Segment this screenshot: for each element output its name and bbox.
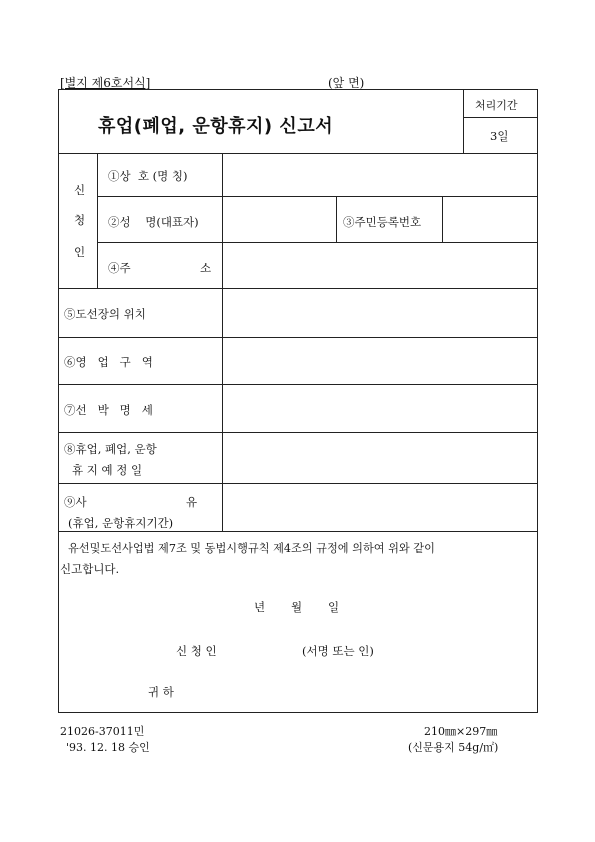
divider: [58, 483, 538, 484]
date-day-label: 일: [328, 600, 340, 614]
business-area-label: ⑥영 업 구 역: [64, 355, 153, 369]
form-code: 21026-37011민: [60, 725, 145, 738]
divider: [58, 384, 538, 385]
divider: [58, 432, 538, 433]
applicant-label-char: 인: [74, 245, 86, 259]
applicant-signature-label: 신 청 인: [176, 644, 217, 658]
representative-name-label: ②성 명(대표자): [108, 215, 199, 229]
address-label: ④주: [108, 261, 131, 275]
divider: [58, 288, 538, 289]
vessel-details-field[interactable]: [224, 386, 536, 430]
addressee-label: 귀 하: [148, 685, 174, 699]
reason-label-end: 유: [186, 495, 198, 509]
reason-label: ⑨사: [64, 495, 87, 509]
paper-size: 210㎜×297㎜: [424, 725, 498, 738]
planned-date-label-line1: ⑧휴업, 폐업, 운항: [64, 442, 157, 456]
signature-field[interactable]: [232, 640, 300, 658]
applicant-label-char: 신: [74, 183, 86, 197]
divider: [58, 531, 538, 532]
date-year-label: 년: [254, 600, 266, 614]
planned-date-label-line2: 휴 지 예 정 일: [72, 463, 143, 477]
processing-period-label: 처리기간: [475, 99, 518, 112]
dock-location-field[interactable]: [224, 290, 536, 335]
reason-field[interactable]: [224, 485, 536, 529]
vessel-details-label: ⑦선 박 명 세: [64, 403, 153, 417]
date-month-label: 월: [291, 600, 303, 614]
divider: [336, 196, 337, 242]
form-number: [별지 제6호서식]: [60, 76, 151, 90]
applicant-label-char: 청: [74, 213, 86, 227]
form-title: 휴업(폐업, 운항휴지) 신고서: [98, 116, 334, 137]
company-name-label: ①상 호 (명 칭): [108, 169, 188, 183]
page-side-label: (앞 면): [328, 76, 365, 90]
processing-period-value: 3일: [490, 129, 509, 143]
divider: [222, 153, 223, 531]
declaration-text-line1: 유선및도선사업법 제7조 및 동법시행규칙 제4조의 규정에 의하여 위와 같이: [68, 542, 435, 555]
divider: [97, 153, 98, 288]
address-field[interactable]: [224, 244, 536, 286]
paper-type: (신문용지 54g/㎡): [408, 741, 499, 754]
dock-location-label: ⑤도선장의 위치: [64, 307, 146, 321]
representative-name-field[interactable]: [224, 198, 334, 240]
reason-sublabel: (휴업, 운항휴지기간): [68, 516, 174, 530]
resident-number-label: ③주민등록번호: [343, 215, 422, 229]
divider: [463, 117, 538, 118]
address-label-end: 소: [200, 261, 212, 275]
divider: [442, 196, 443, 242]
signature-or-seal-label: (서명 또는 인): [302, 644, 374, 658]
approval-date: '93. 12. 18 승인: [66, 741, 150, 754]
divider: [58, 337, 538, 338]
divider: [463, 89, 464, 153]
declaration-text-line2: 신고합니다.: [60, 562, 120, 576]
business-area-field[interactable]: [224, 339, 536, 382]
planned-date-field[interactable]: [224, 434, 536, 481]
divider: [97, 196, 538, 197]
company-name-field[interactable]: [224, 155, 536, 195]
divider: [97, 242, 538, 243]
resident-number-field[interactable]: [444, 198, 536, 240]
divider: [58, 153, 538, 154]
